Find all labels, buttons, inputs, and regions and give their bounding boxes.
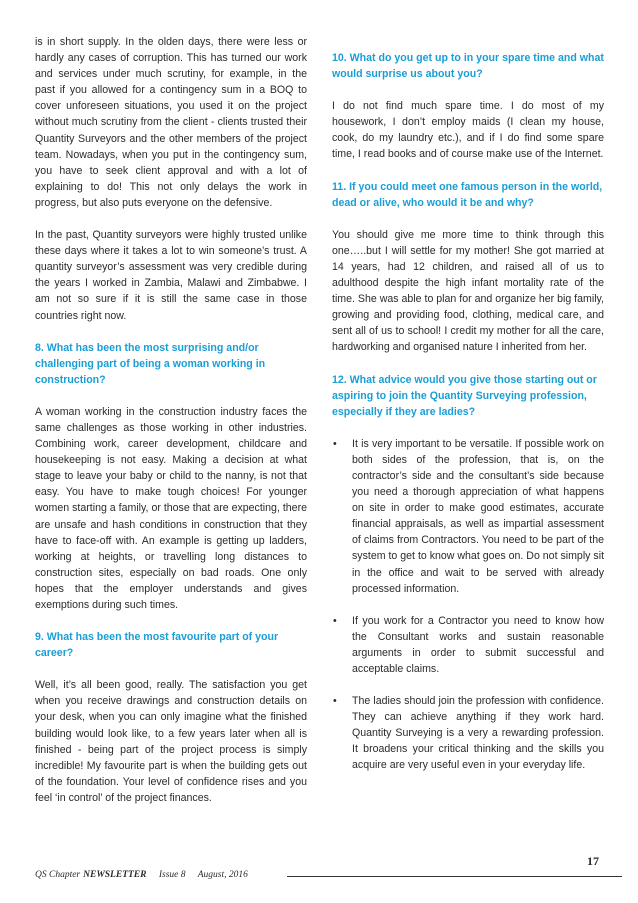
list-item [332, 613, 604, 677]
right-column [332, 50, 604, 790]
list-item-text: If you work for a Contractor you need to know how the Consultant works and sustain reasonable arguments in order to submit successful and acceptable claims. [352, 614, 604, 675]
question-9-heading: 9. What has been the most favourite part of your career? [35, 631, 279, 660]
bullet-icon: • [333, 695, 337, 708]
left-column [35, 34, 307, 822]
bullet-icon: • [333, 437, 337, 450]
question-10-heading: 10. What do you get up to in your spare time and what would surprise us about you? [332, 52, 604, 81]
answer-10: I do not find much spare time. I do most of my housework, I don’t employ maids (I clean my house, cook, do my laundry etc.), and if I do find some spare time, I read books and of course make use of the Internet. [332, 100, 604, 161]
answer-11: You should give me more time to think through this one…..but I will settle for my mother! She got married at 14 years, had 12 children, and raised all of us to adulthood despite the high infant mortality rate of the time. She was able to plan for and organize her big family, growing and providing food, clothing, medical care, and sent all of us to school! I credit my mother for all the care, hardworking and organised nature I inherited from her. [332, 228, 604, 354]
question-12-heading: 12. What advice would you give those starting out or aspiring to join the Quantity Surveying profession, especially if they are ladies? [332, 373, 597, 418]
footer-date: August, 2016 [197, 870, 248, 880]
list-item-text: The ladies should join the profession with confidence. They can achieve anything if they work hard. Quantity Surveying is a very a rewarding profession. It broadens your critical thinking and the skills you acquire are very useful even in your everyday life. [352, 695, 604, 772]
footer-divider [287, 876, 622, 877]
question-8-heading: 8. What has been the most surprising and/or challenging part of being a woman working in construction? [35, 341, 266, 386]
answer-9: Well, it’s all been good, really. The satisfaction you get when you receive drawings and construction details on your desk, when you can only imagine what the finished building would look like, to a few years later when all is finished - being part of the project process is simply incredible! My favourite part is when the building gets out of the foundation. Your level of confidence rises and you feel ‘in control’ of the project finances. [35, 679, 307, 804]
question-11-heading: 11. If you could meet one famous person in the world, dead or alive, who would it be and why? [332, 180, 603, 209]
answer-8: A woman working in the construction industry faces the same challenges as those working in other industries. Combining work, career development, childcare and housekeeping is not easy. Making a decision at what stage to leave your baby or child to the nanny, is not that easy. You have to make tough choices! For younger women starting a family, or those that are expecting, there are unsafe and hash conditions in construction that they have to face-off with. An example is getting up ladders, working at heights, or travelling long distances to construction sites, especially on bad roads. One only hopes that the employer understands and gives exemptions during such times. [35, 405, 307, 611]
list-item [332, 693, 604, 773]
footer-issue: Issue 8 [158, 870, 186, 880]
bullet-icon: • [333, 614, 337, 627]
left-paragraph-2: In the past, Quantity surveyors were highly trusted unlike these days where it takes a lot to win someone’s trust. A quantity surveyor’s assessment was very credible during the years I worked in Zambia, Malawi and Zimbabwe. I am not so sure if it is still the same case in those countries right now. [35, 229, 307, 322]
footer-prefix: QS Chapter [35, 870, 81, 880]
footer-text [35, 870, 258, 880]
page-footer [35, 854, 603, 880]
list-item-text: It is very important to be versatile. If possible work on both sides of the profession, that is, on the contractor’s side and the consultant’s side because you need a thorough appreciation of what happens on site in order to make good estimates, accurate financial appraisals, as well as impartial assessment of claims from Contractors. You need to be part of the system to get to know what goes on. Do not simply sit in the office and wait to be served with already processed information. [352, 437, 605, 595]
footer-newsletter: NEWSLETTER [83, 870, 147, 880]
list-item [332, 436, 604, 597]
advice-list [332, 436, 604, 774]
page-number: 17 [587, 854, 599, 868]
left-paragraph-1: is in short supply. In the olden days, there were less or hardly any cases of corruption. This has turned our work and services under much scrutiny, for example, in the past if you allowed for a contingency sum in a BOQ to cover unforeseen situations, you used it on the project without much scrutiny from the client - clients trusted their Quantity Surveyors and the other members of the project team. Nowadays, when you put in the contingency sum, you have to seek client approval and with a lot of explaining to do! This not only delays the work in progress, but also puts everyone on the defensive. [35, 36, 307, 209]
